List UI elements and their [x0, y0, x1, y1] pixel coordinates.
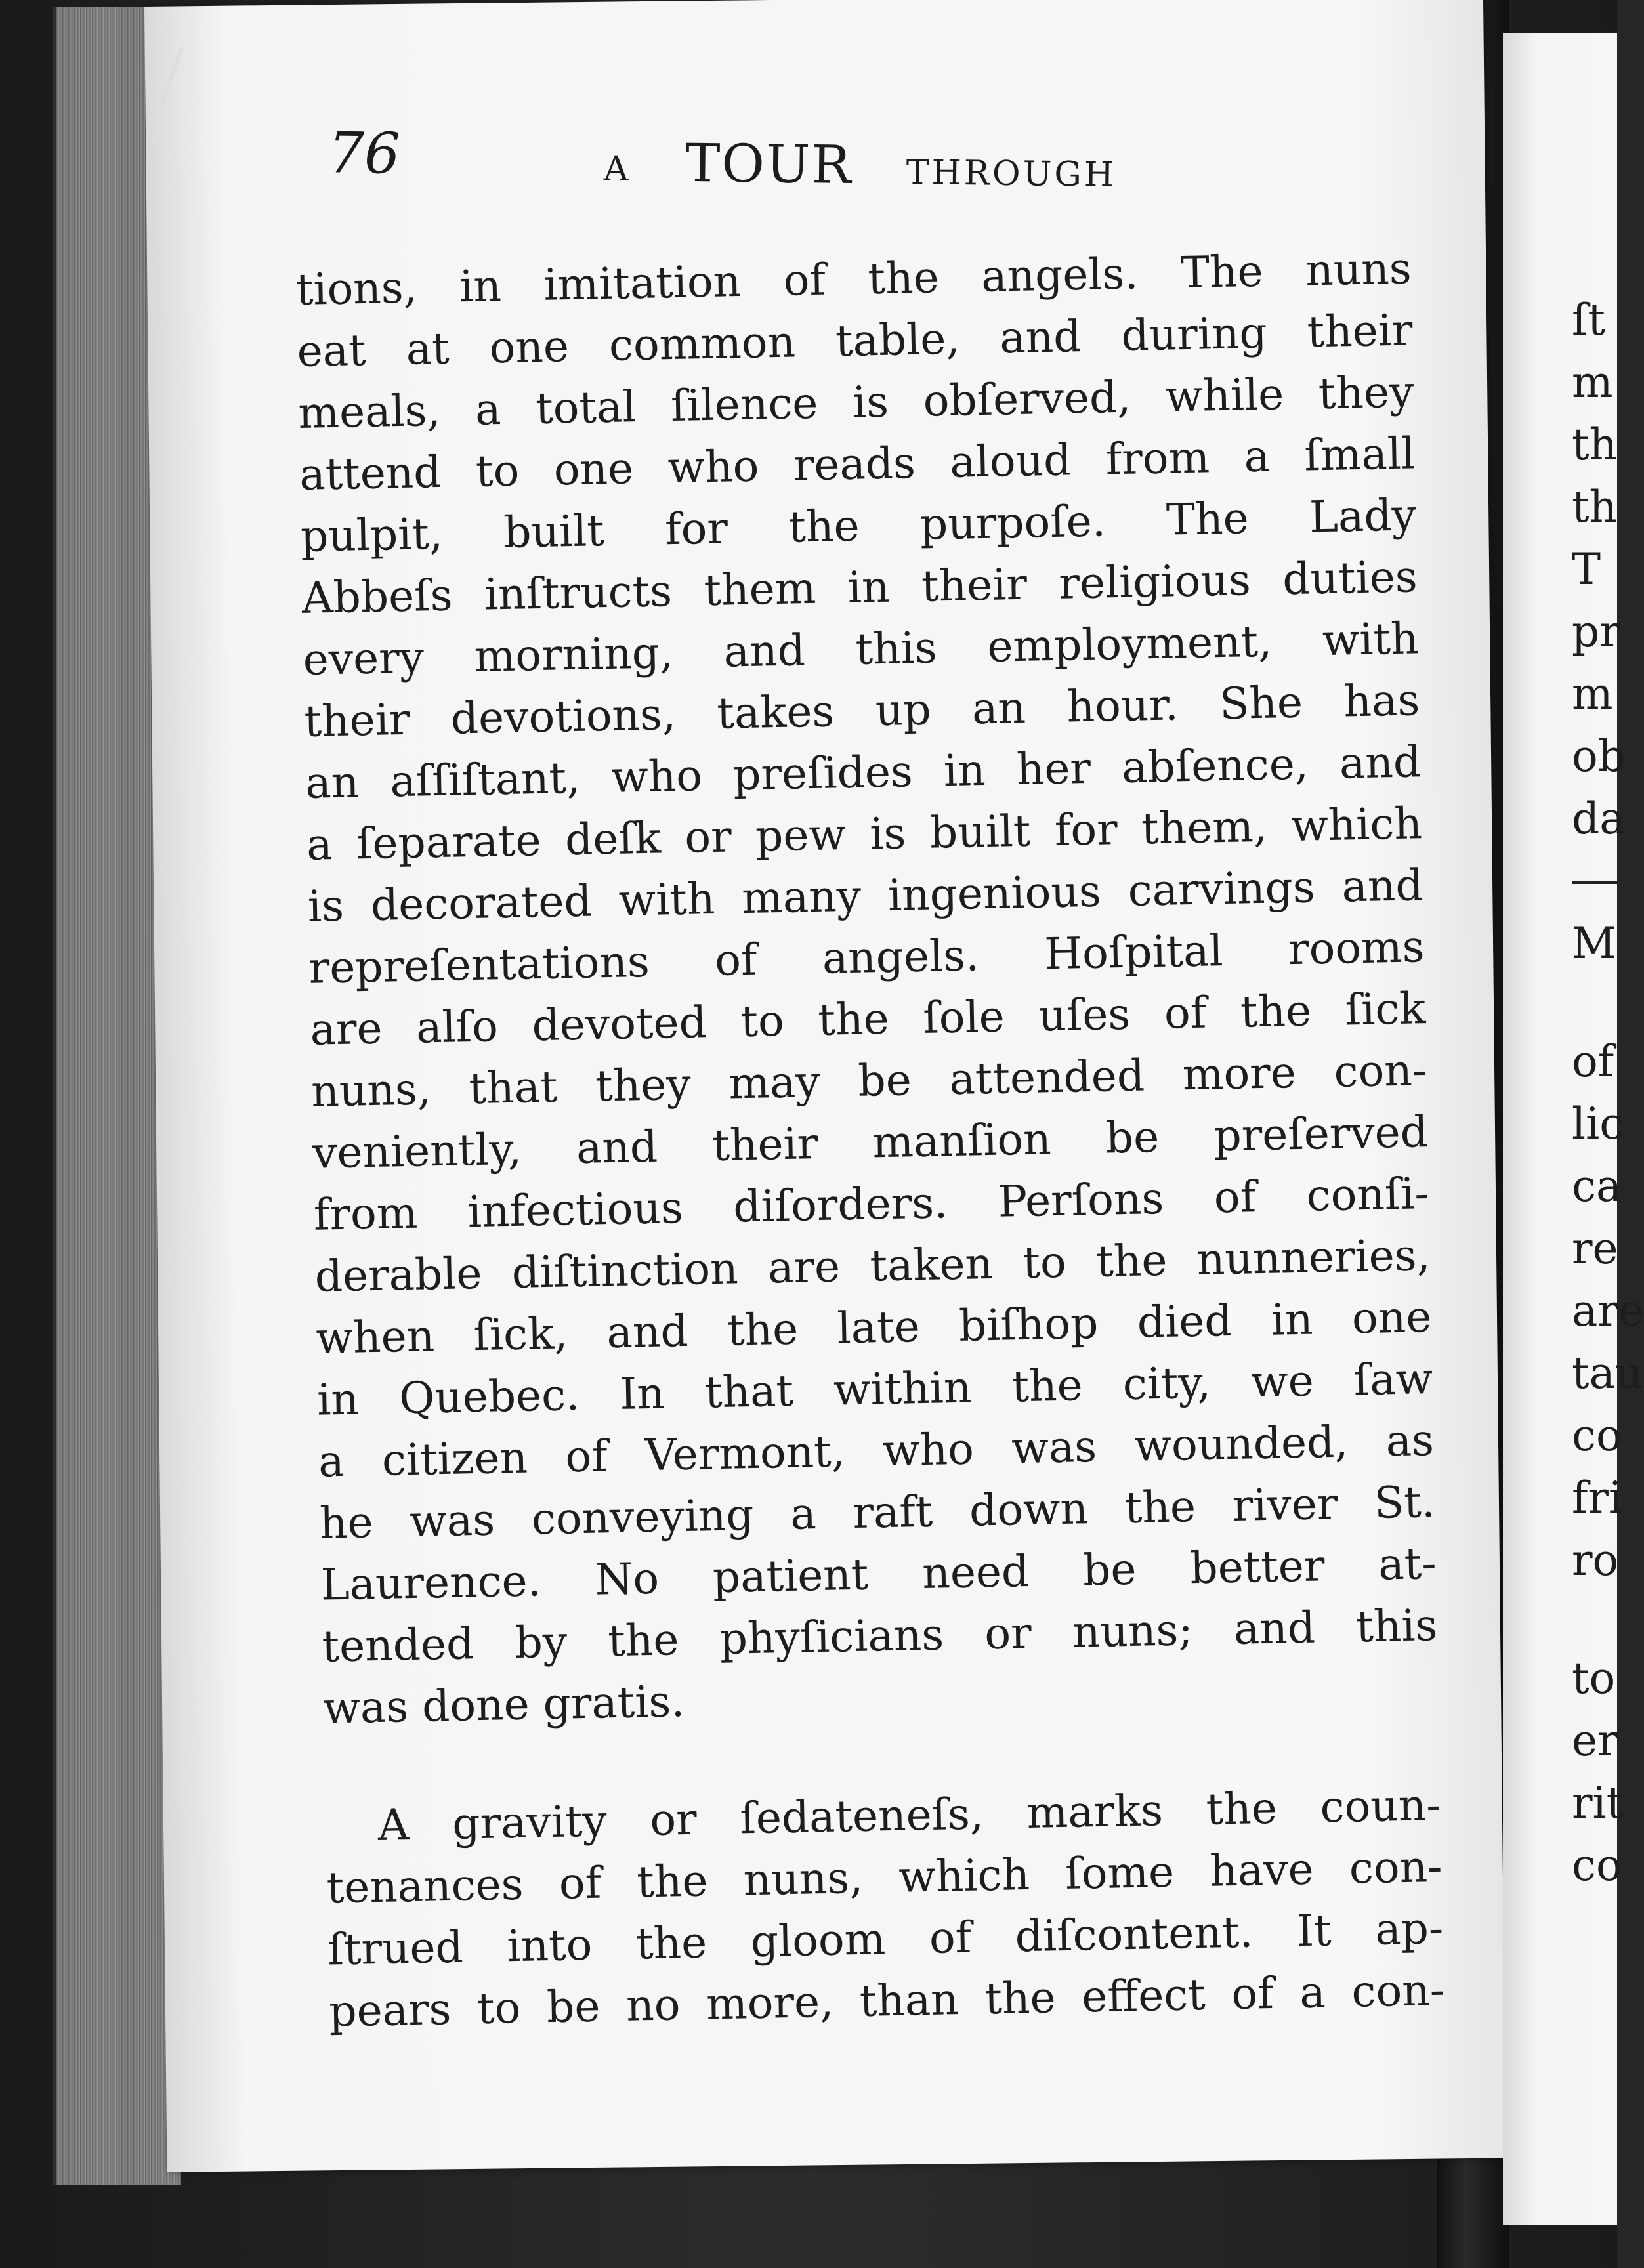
- text-line: pulpit, built for the purpoſe. The Lady: [300, 490, 1417, 562]
- text-line: A gravity or ſedateneſs, marks the coun-: [377, 1779, 1442, 1851]
- right-fragment: th: [1572, 419, 1618, 470]
- right-fragment: ca: [1572, 1161, 1622, 1211]
- text-line: a citizen of Vermont, who was wounded, as: [318, 1415, 1435, 1487]
- right-fragment: ſt: [1572, 295, 1605, 345]
- text-line: when ſick, and the late biſhop died in one: [315, 1292, 1432, 1364]
- text-line: nuns, that they may be attended more con-: [310, 1045, 1427, 1117]
- right-fragment: da: [1572, 793, 1626, 844]
- text-line: derable diſtinction are taken to the nunneries,: [314, 1230, 1431, 1302]
- text-line: repreſentations of angels. Hoſpital rooms: [308, 921, 1425, 994]
- running-title: [604, 131, 1117, 199]
- text-line: tended by the phyſicians or nuns; and this: [321, 1599, 1439, 1672]
- right-fragment: tau: [1572, 1348, 1643, 1398]
- text-line: from infectious diſorders. Perſons of conſi-: [313, 1168, 1430, 1240]
- margin-mark: [160, 47, 184, 104]
- text-line: an aſſiſtant, who preſides in her abſence, and: [305, 736, 1422, 808]
- right-page-text: [1572, 289, 1644, 1897]
- text-line: their devotions, takes up an hour. She has: [303, 675, 1420, 747]
- text-line: tenances of the nuns, which ſome have con-: [326, 1841, 1443, 1914]
- text-line: he was conveying a raft down the river St.: [319, 1477, 1436, 1549]
- right-fragment: lic: [1572, 1099, 1624, 1149]
- right-fragment: er: [1572, 1715, 1618, 1766]
- right-heading-fragment: M: [1572, 918, 1616, 969]
- right-fragment: of: [1572, 1036, 1614, 1087]
- right-fragment: ro: [1572, 1535, 1619, 1586]
- running-title-tail: THROUGH: [906, 153, 1117, 195]
- right-fragment: pr: [1572, 606, 1620, 657]
- running-title-main: TOUR: [685, 132, 853, 196]
- right-fragment: m: [1572, 357, 1613, 408]
- right-fragment: co: [1572, 1840, 1622, 1891]
- text-line: every morning, and this employment, with: [302, 613, 1420, 685]
- text-line: ſtrued into the gloom of diſcontent. It ap-: [327, 1902, 1444, 1975]
- right-fragment: to: [1572, 1653, 1616, 1704]
- text-line: meals, a total ſilence is obſerved, while they: [297, 366, 1414, 438]
- text-line: was done gratis.: [322, 1676, 685, 1734]
- section-rule: [1572, 850, 1617, 912]
- right-fragment: th: [1572, 482, 1618, 532]
- right-gap: [1572, 1591, 1617, 1647]
- right-fragment: T: [1572, 544, 1601, 595]
- text-line: veniently, and their manſion be preſerved: [312, 1106, 1429, 1179]
- right-fragment: fri: [1572, 1473, 1623, 1523]
- body-text: [295, 238, 1445, 2042]
- text-line: Abbeſs inſtructs them in their religious duties: [301, 551, 1418, 623]
- paragraph-1: [295, 238, 1439, 1739]
- text-line: pears to be no more, than the effect of a con-: [328, 1964, 1445, 2037]
- text-line: a ſeparate deſk or pew is built for them, which: [306, 798, 1423, 870]
- text-line: Laurence. No patient need be better at-: [320, 1538, 1437, 1610]
- right-fragment: re: [1572, 1223, 1618, 1274]
- page-number: 76: [327, 120, 401, 187]
- text-line: are alſo devoted to the ſole uſes of the ſick: [309, 983, 1426, 1055]
- right-fragment: ob: [1572, 731, 1626, 782]
- text-line: attend to one who reads aloud from a ſmall: [299, 428, 1416, 500]
- running-title-article: A: [603, 149, 631, 189]
- text-line: tions, in imitation of the angels. The nuns: [295, 243, 1412, 315]
- text-line: in Quebec. In that within the city, we ſaw: [316, 1353, 1433, 1425]
- right-fragment: are: [1572, 1286, 1644, 1336]
- right-fragment: co: [1572, 1410, 1622, 1461]
- text-line: is decorated with many ingenious carvings and: [307, 860, 1424, 932]
- text-line: eat at one common table, and during their: [296, 304, 1414, 377]
- running-header: [196, 119, 1181, 216]
- right-fragment: rit: [1572, 1778, 1624, 1828]
- right-gap: [1572, 975, 1617, 1030]
- paragraph-2: [325, 1774, 1445, 2043]
- right-fragment: m: [1572, 669, 1613, 719]
